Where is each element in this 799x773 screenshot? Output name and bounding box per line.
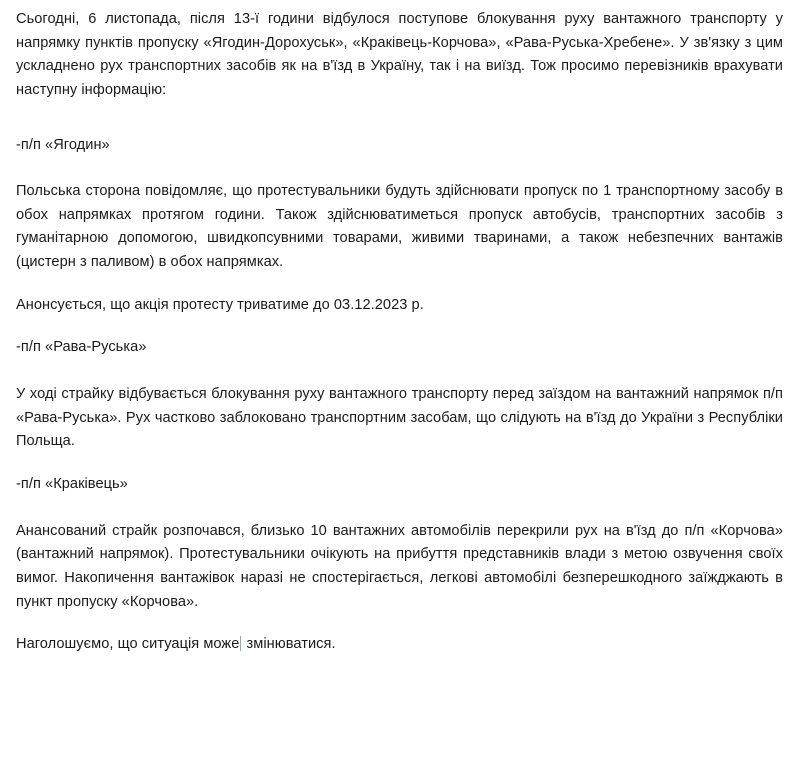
- heading-checkpoint-rava-ruska: -п/п «Рава-Руська»: [16, 339, 147, 356]
- paragraph-protest-duration: Анонсується, що акція протесту триватиме до 03.12.2023 р.: [16, 296, 424, 313]
- section-spacer: [16, 122, 783, 134]
- paragraph-yahodyn-details: Польська сторона повідомляє, що протестувальники будуть здійснювати пропуск по 1 транспортному засобу в обох напрямках протягом години. Також здійснюватиметься пропуск автобусів, транспортних засобів з гуманітарною допомогою, швидкопсувними товарами, живими тваринами, а також небезпечних вантажів (цистерн з паливом) в обох напрямках.: [16, 183, 783, 271]
- paragraph-krakivets-details: Анансований страйк розпочався, близько 10 вантажних автомобілів перекрили рух на в'їзд до п/п «Корчова» (вантажний напрямок). Протестувальники очікують на прибуття представників влади з метою озвучення своїх вимог. Накопичення вантажівок наразі не спостерігається, легкові автомобілі безперешкодного заїжджають в пункт пропуску «Корчова».: [16, 522, 783, 610]
- paragraph-rava-ruska-details: У ході страйку відбувається блокування руху вантажного транспорту перед заїздом на вантажний напрямок п/п «Рава-Руська». Рух частково заблоковано транспортним засобам, що слідують на в'їзд до України з Республіки Польща.: [16, 386, 783, 450]
- heading-checkpoint-yahodyn: -п/п «Ягодин»: [16, 136, 110, 153]
- final-note-text-after-cursor: змінюватися.: [242, 636, 336, 653]
- paragraph-intro: Сьогодні, 6 листопада, після 13-ї години відбулося поступове блокування руху вантажного транспорту у напрямку пунктів пропуску «Ягодин-Дорохуськ», «Краківець-Корчова», «Рава-Руська-Хребене». У зв'язку з цим ускладнено рух транспортних засобів як на в'їзд в Україну, так і на виїзд. Тож просимо перевізників врахувати наступну інформацію:: [16, 11, 783, 98]
- paragraph-final-note: [16, 633, 783, 657]
- heading-checkpoint-krakivets: -п/п «Краківець»: [16, 475, 128, 492]
- final-note-text-before-cursor: Наголошуємо, що ситуація може: [16, 636, 240, 653]
